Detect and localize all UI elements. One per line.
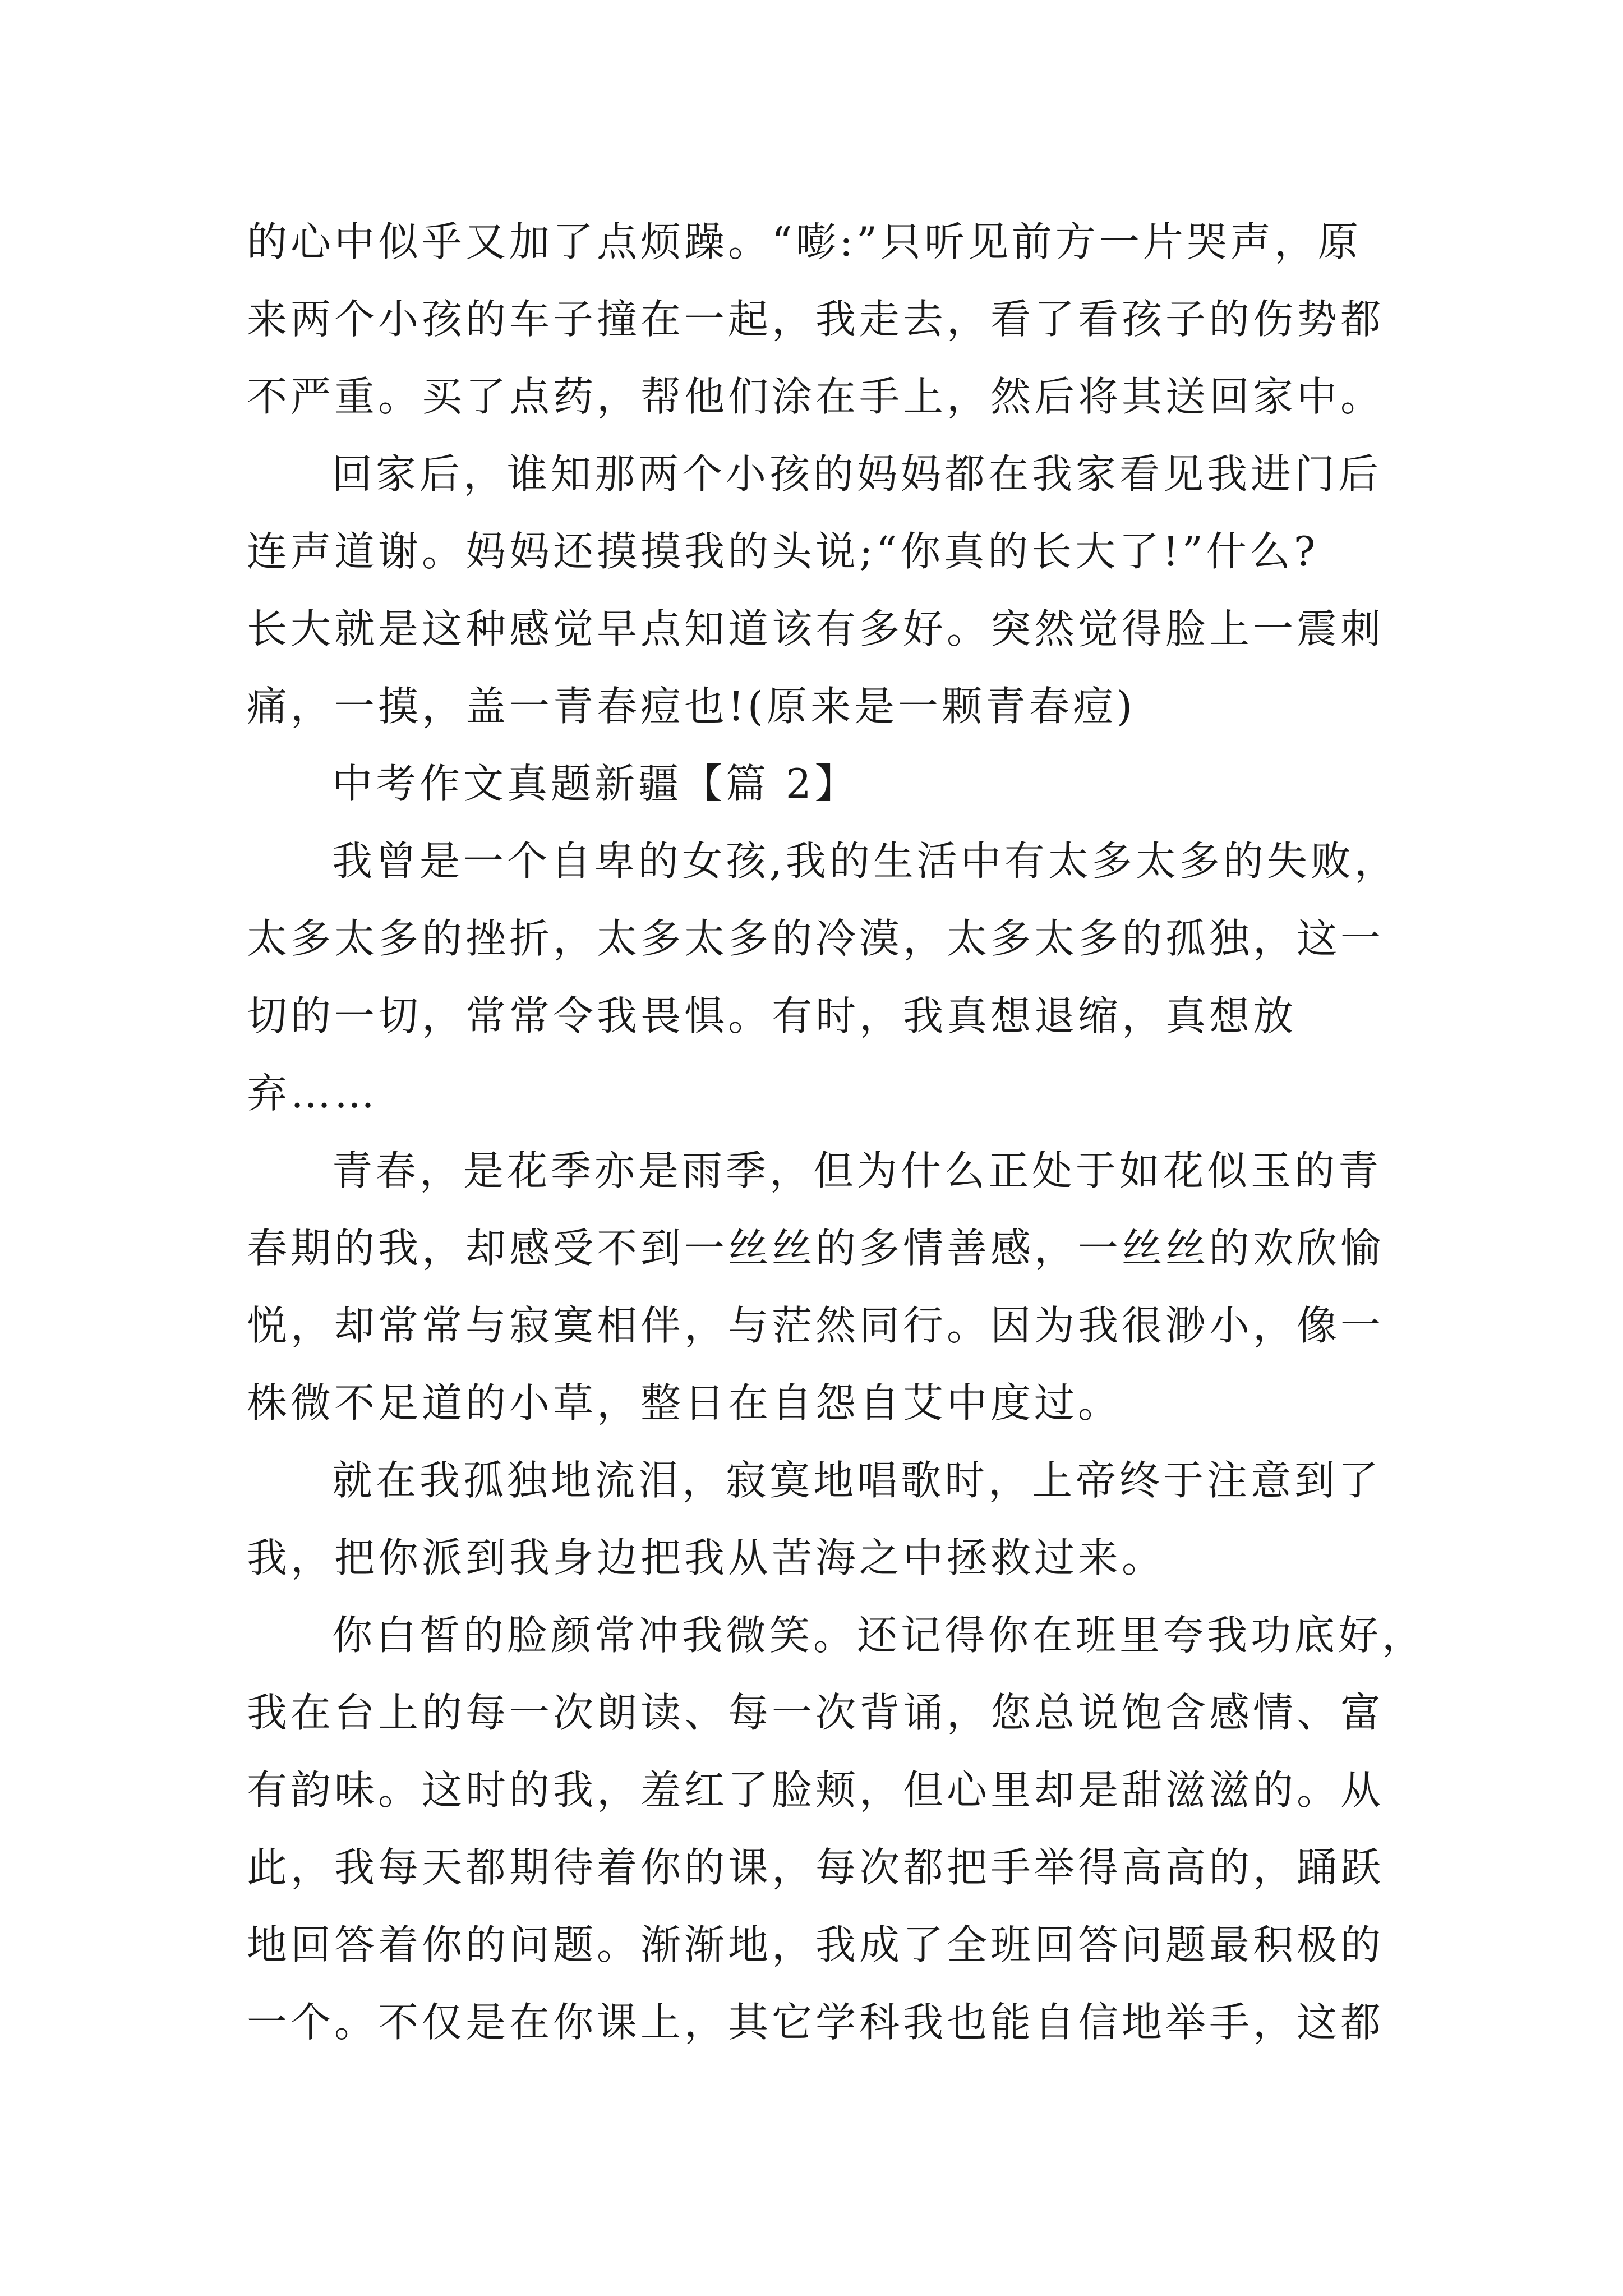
text-line: 株微不足道的小草，整日在自怨自艾中度过。 <box>247 1379 1122 1427</box>
text-line: 连声道谢。妈妈还摸摸我的头说;“你真的长大了!”什么? <box>247 528 1319 575</box>
text-line: 就在我孤独地流泪，寂寞地唱歌时，上帝终于注意到了 <box>332 1457 1382 1504</box>
text-line: 长大就是这种感觉早点知道该有多好。突然觉得脸上一震刺 <box>247 605 1385 652</box>
text-line: 切的一切，常常令我畏惧。有时，我真想退缩，真想放 <box>247 992 1297 1039</box>
document-body <box>247 203 1426 2061</box>
text-line: 我，把你派到我身边把我从苦海之中拯救过来。 <box>247 1534 1166 1581</box>
text-line: 一个。不仅是在你课上，其它学科我也能自信地举手，这都 <box>247 1999 1385 2046</box>
text-line: 悦，却常常与寂寞相伴，与茫然同行。因为我很渺小，像一 <box>247 1302 1385 1349</box>
text-line: 弃…… <box>247 1070 379 1117</box>
text-line: 来两个小孩的车子撞在一起，我走去，看了看孩子的伤势都 <box>247 296 1385 343</box>
text-line: 痛，一摸，盖一青春痘也!(原来是一颗青春痘) <box>247 683 1136 730</box>
text-line: 地回答着你的问题。渐渐地，我成了全班回答问题最积极的 <box>247 1921 1385 1968</box>
text-line: 青春，是花季亦是雨季，但为什么正处于如花似玉的青 <box>332 1147 1382 1194</box>
text-line: 不严重。买了点药，帮他们涂在手上，然后将其送回家中。 <box>247 373 1385 420</box>
text-line: 的心中似乎又加了点烦躁。“嘭:”只听见前方一片哭声，原 <box>247 218 1362 265</box>
text-line: 我曾是一个自卑的女孩,我的生活中有太多太多的失败， <box>332 838 1398 885</box>
text-line: 有韵味。这时的我，羞红了脸颊，但心里却是甜滋滋的。从 <box>247 1766 1385 1814</box>
section-heading: 中考作文真题新疆【篇 2】 <box>332 760 859 807</box>
text-line: 回家后，谁知那两个小孩的妈妈都在我家看见我进门后 <box>332 450 1382 498</box>
text-line: 春期的我，却感受不到一丝丝的多情善感，一丝丝的欢欣愉 <box>247 1225 1385 1272</box>
text-line: 太多太多的挫折，太多太多的冷漠，太多太多的孤独，这一 <box>247 915 1385 962</box>
text-line: 你白皙的脸颜常冲我微笑。还记得你在班里夸我功底好， <box>332 1612 1426 1659</box>
text-line: 此，我每天都期待着你的课，每次都把手举得高高的，踊跃 <box>247 1844 1385 1891</box>
text-line: 我在台上的每一次朗读、每一次背诵，您总说饱含感情、富 <box>247 1689 1385 1736</box>
